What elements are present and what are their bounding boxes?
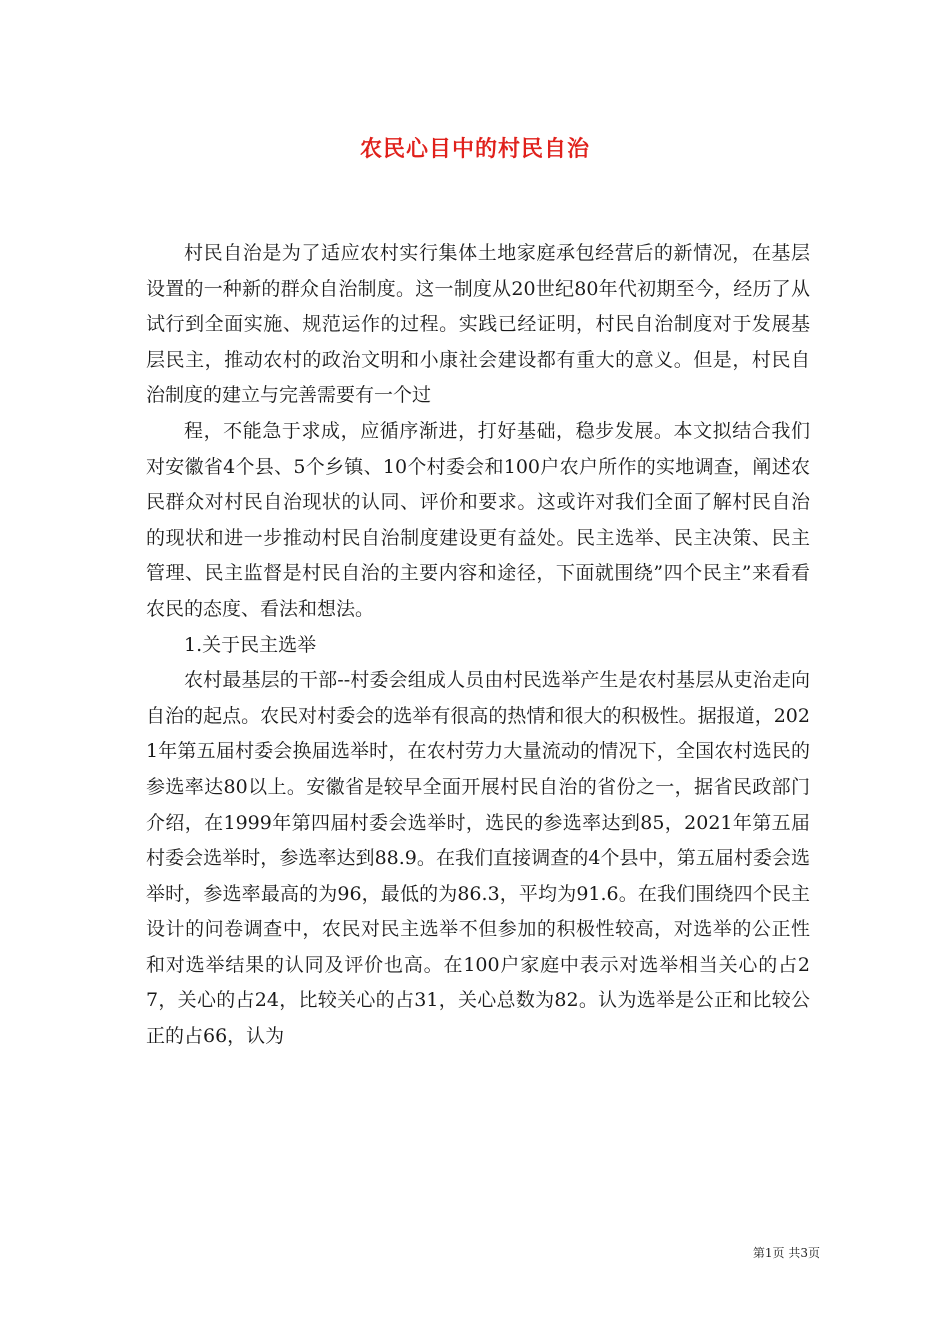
paragraph-elections: 农村最基层的干部--村委会组成人员由村民选举产生是农村基层从吏治走向自治的起点。农民对村委会的选举有很高的热情和很大的积极性。据报道，2021年第五届村委会换届选举时，在农村劳力大量流动的情况下，全国农村选民的参选率达80以上。安徽省是较早全面开展村民自治的省份之一，据省民政部门介绍，在1999年第四届村委会选举时，选民的参选率达到85，2021年第五届村委会选举时，参选率达到88.9。在我们直接调查的4个县中，第五届村委会选举时，参选率最高的为96，最低的为86.3，平均为91.6。在我们围绕四个民主设计的问卷调查中，农民对民主选举不但参加的积极性较高，对选举的公正性和对选举结果的认同及评价也高。在100户家庭中表示对选举相当关心的占27，关心的占24，比较关心的占31，关心总数为82。认为选举是公正和比较公正的占66，认为 [146, 669, 810, 1048]
document-title: 农民心目中的村民自治 [359, 136, 590, 162]
section-heading-elections: 1.关于民主选举 [184, 633, 317, 656]
paragraph-continuation: 程，不能急于求成，应循序渐进，打好基础，稳步发展。本文拟结合我们对安徽省4个县、5个乡镇、10个村委会和100户农户所作的实地调查，阐述农民群众对村民自治现状的认同、评价和要求。这或许对我们全面了解村民自治的现状和进一步推动村民自治制度建设更有益处。民主选举、民主决策、民主管理、民主监督是村民自治的主要内容和途径，下面就围绕”四个民主”来看看农民的态度、看法和想法。 [146, 419, 810, 620]
paragraph-intro: 村民自治是为了适应农村实行集体土地家庭承包经营后的新情况，在基层设置的一种新的群众自治制度。这一制度从20世纪80年代初期至今，经历了从试行到全面实施、规范运作的过程。实践已经证明，村民自治制度对于发展基层民主，推动农村的政治文明和小康社会建设都有重大的意义。但是，村民自治制度的建立与完善需要有一个过 [146, 242, 810, 407]
page-number-footer: 第1页 共3页 [752, 1246, 820, 1260]
document-body [146, 236, 810, 1055]
